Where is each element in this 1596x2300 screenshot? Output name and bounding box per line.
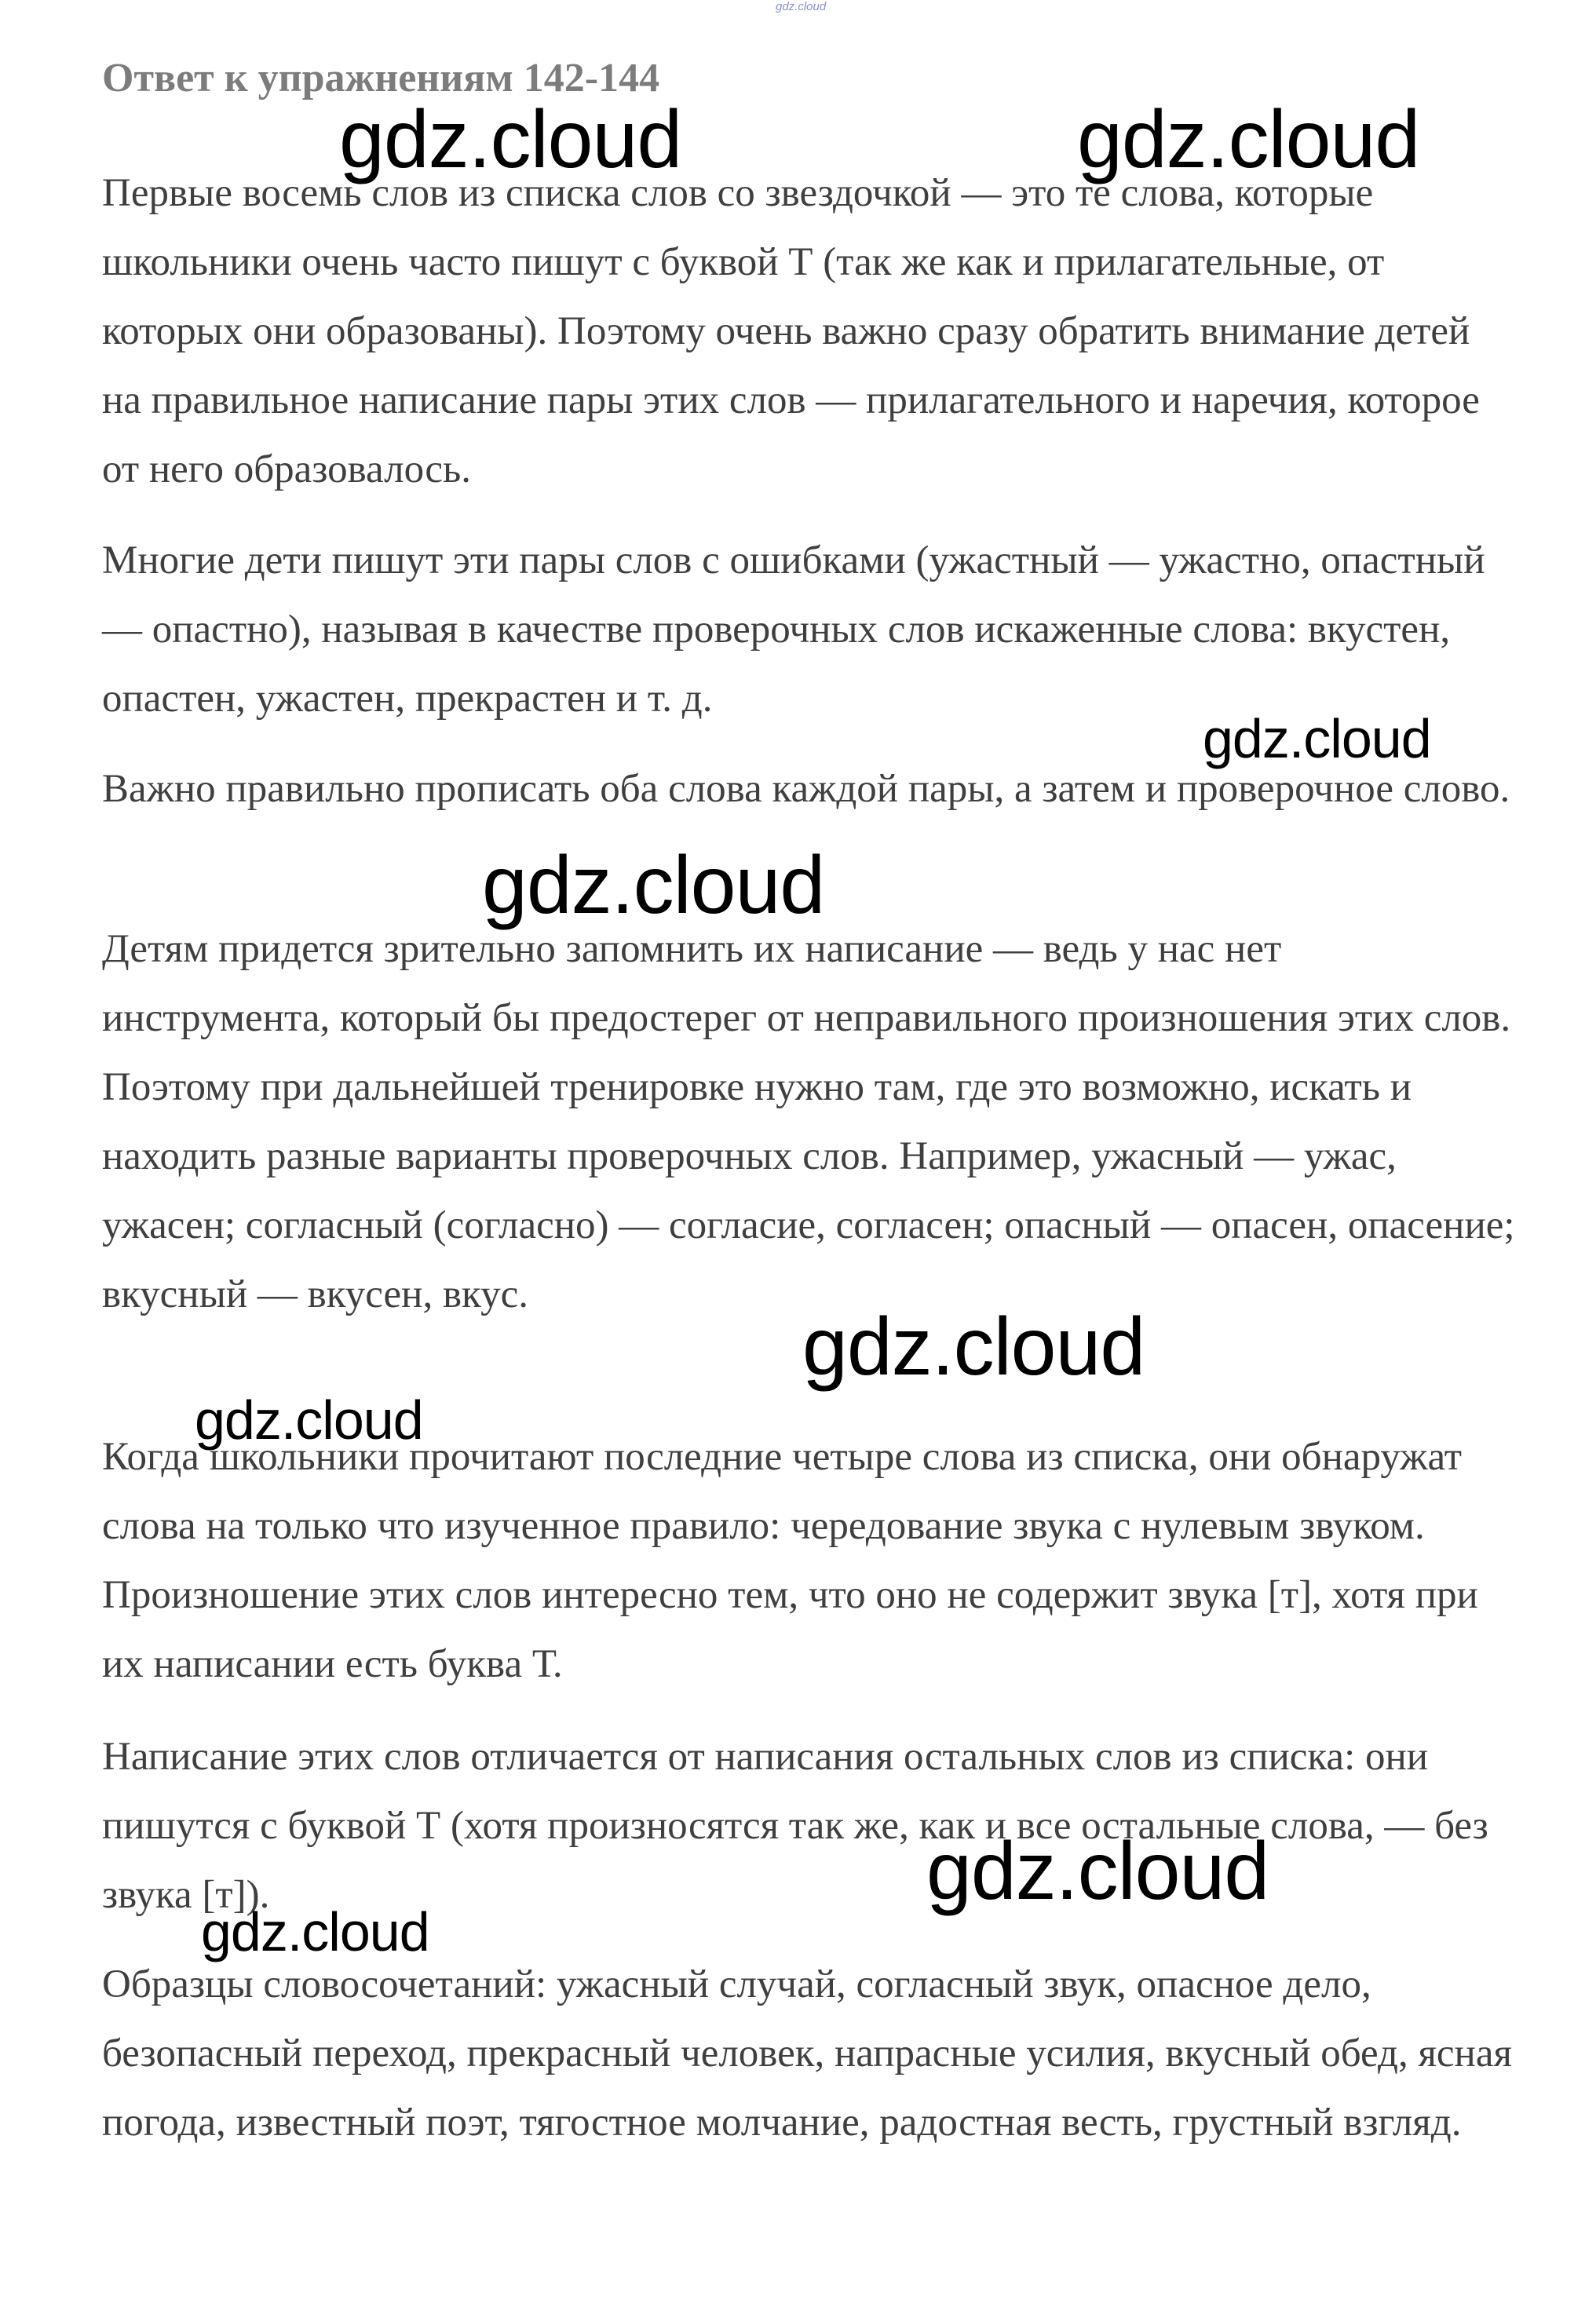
watermark-logo: gdz.cloud — [1077, 94, 1420, 185]
watermark-logo: gdz.cloud — [802, 1302, 1145, 1393]
watermark-logo: gdz.cloud — [1203, 708, 1431, 769]
paragraph-1: Первые восемь слов из списка слов со звездочкой — это те слова, которые школьники очень часто пишут с буквой Т (так же как и прилагательные, от которых они образованы). Поэтому очень важно сразу обратить внимание детей на правильное написание пары этих слов — прилагательного и наречия, которое от него образовалось. — [102, 171, 1480, 491]
paragraph-5: Когда школьники прочитают последние четыре слова из списка, они обнаружат слова на только что изученное правило: чередование звука с нулевым звуком. Произношение этих слов интересно тем, что оно не содержит звука [т], хотя при их написании есть буква Т. — [102, 1435, 1478, 1686]
paragraph-4: Детям придется зрительно запомнить их написание — ведь у нас нет инструмента, который бы предостерег от неправильного произношения этих слов. Поэтому при дальнейшей тренировке нужно там, где это возможно, искать и находить разные варианты проверочных слов. Например, ужасный — ужас, ужасен; согласный (согласно) — согласие, согласен; опасный — опасен, опасение; вкусный — вкусен, вкус. — [102, 927, 1515, 1316]
paragraph-6: Написание этих слов отличается от написания остальных слов из списка: они пишутся с буквой Т (хотя произносятся так же, как и все остальные слова, — без звука [т]). — [102, 1735, 1488, 1917]
watermark-logo: gdz.cloud — [195, 1389, 423, 1451]
watermark-logo: gdz.cloud — [201, 1901, 429, 1962]
page-title: Ответ к упражнениям 142-144 — [102, 56, 660, 100]
paragraph-2: Многие дети пишут эти пары слов с ошибками (ужастный — ужастно, опастный — опастно), называя в качестве проверочных слов искаженные слова: вкустен, опастен, ужастен, прекрастен и т. д. — [102, 538, 1485, 721]
paragraph-3: Важно правильно прописать оба слова каждой пары, а затем и проверочное слово. — [102, 767, 1510, 811]
top-watermark: gdz.cloud — [776, 0, 827, 13]
watermark-logo: gdz.cloud — [482, 840, 825, 931]
watermark-logo: gdz.cloud — [339, 94, 682, 185]
paragraph-7: Образцы словосочетаний: ужасный случай, согласный звук, опасное дело, безопасный переход, прекрасный человек, напрасные усилия, вкусный обед, ясная погода, известный поэт, тягостное молчание, радостная весть, грустный взгляд. — [102, 1962, 1512, 2145]
watermark-logo: gdz.cloud — [926, 1826, 1269, 1917]
